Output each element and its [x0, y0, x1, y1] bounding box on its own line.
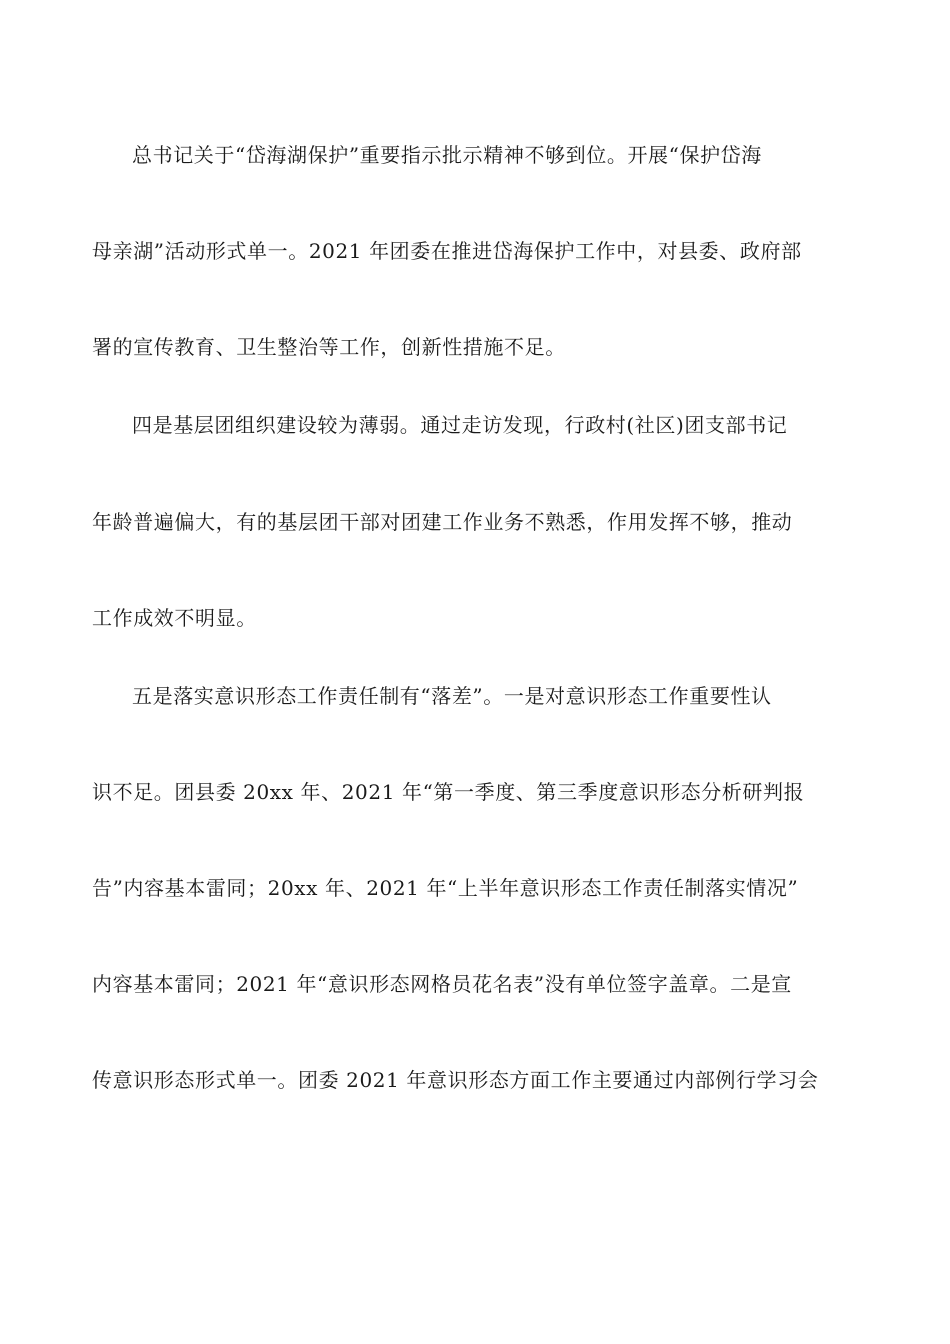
- text-line-9: 告”内容基本雷同；20xx 年、2021 年“上半年意识形态工作责任制落实情况”: [92, 876, 799, 900]
- text-line-3: 署的宣传教育、卫生整治等工作，创新性措施不足。: [92, 335, 566, 359]
- text-line-5: 年龄普遍偏大，有的基层团干部对团建工作业务不熟悉，作用发挥不够，推动: [92, 510, 793, 534]
- text-line-8: 识不足。团县委 20xx 年、2021 年“第一季度、第三季度意识形态分析研判报: [92, 780, 805, 804]
- text-line-11: 传意识形态形式单一。团委 2021 年意识形态方面工作主要通过内部例行学习会: [92, 1068, 819, 1092]
- text-line-1: 总书记关于“岱海湖保护”重要指示批示精神不够到位。开展“保护岱海: [132, 143, 762, 167]
- text-line-6: 工作成效不明显。: [92, 606, 257, 630]
- text-line-4: 四是基层团组织建设较为薄弱。通过走访发现，行政村(社区)团支部书记: [132, 413, 788, 437]
- text-line-7: 五是落实意识形态工作责任制有“落差”。一是对意识形态工作重要性认: [132, 684, 772, 708]
- text-line-2: 母亲湖”活动形式单一。2021 年团委在推进岱海保护工作中，对县委、政府部: [92, 239, 802, 263]
- text-line-10: 内容基本雷同；2021 年“意识形态网格员花名表”没有单位签字盖章。二是宣: [92, 972, 792, 996]
